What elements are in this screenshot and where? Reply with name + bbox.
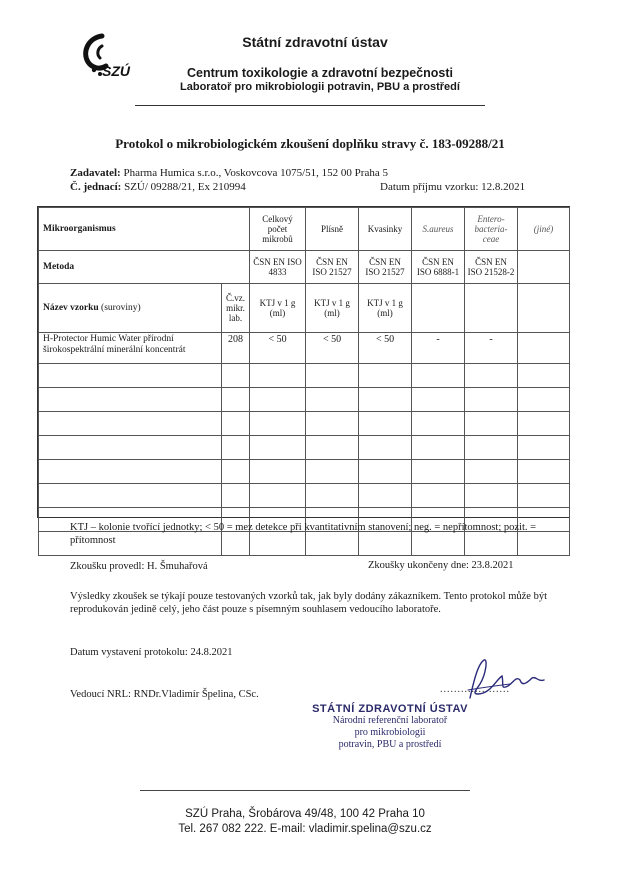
table-row-empty bbox=[39, 364, 570, 388]
unit-enterobacteriaceae bbox=[465, 284, 518, 333]
method-other bbox=[518, 251, 570, 284]
results-table bbox=[37, 206, 570, 518]
sample-name: H-Protector Humic Water přírodní širokospektrální minerální koncentrát bbox=[39, 333, 222, 364]
tested-by: Zkoušku provedl: H. Šmuhařová bbox=[70, 561, 208, 572]
lab-name: Laboratoř pro mikrobiologii potravin, PBU a prostředí bbox=[180, 81, 460, 93]
header-divider bbox=[135, 105, 485, 106]
sample-label-suffix: (suroviny) bbox=[101, 303, 141, 313]
logo-text: SZÚ bbox=[102, 63, 130, 79]
official-stamp bbox=[300, 703, 480, 751]
client-value: Pharma Humica s.r.o., Voskovcova 1075/51, 152 00 Praha 5 bbox=[123, 167, 388, 179]
unit-other bbox=[518, 284, 570, 333]
institute-name: Státní zdravotní ústav bbox=[242, 34, 388, 50]
head-of-lab: Vedoucí NRL: RNDr.Vladimír Špelina, CSc. bbox=[70, 689, 259, 700]
client-row bbox=[70, 167, 388, 179]
signature-line: .................... bbox=[440, 684, 510, 695]
method-s-aureus: ČSN EN ISO 6888-1 bbox=[412, 251, 465, 284]
reference-row bbox=[70, 181, 246, 193]
col-s-aureus: S.aureus bbox=[412, 208, 465, 251]
method-yeasts: ČSN EN ISO 21527 bbox=[359, 251, 412, 284]
tests-finished-date: Zkoušky ukončeny dne: 23.8.2021 bbox=[368, 560, 514, 571]
table-row-empty bbox=[39, 412, 570, 436]
reference-value: SZÚ/ 09288/21, Ex 210994 bbox=[124, 181, 246, 193]
method-enterobacteriaceae: ČSN EN ISO 21528-2 bbox=[465, 251, 518, 284]
disclaimer-note: Výsledky zkoušek se týkají pouze testovaných vzorků tak, jak byly dodány zákazníkem. Tento protokol může být reprodukován jedině celý, jeho část pouze s písemným souhlasem vedoucího laboratoře. bbox=[70, 591, 547, 615]
method-label: Metoda bbox=[39, 251, 250, 284]
col-enterobacteriaceae: Entero-bacteria-ceae bbox=[465, 208, 518, 251]
table-row bbox=[39, 333, 570, 364]
reference-label: Č. jednací: bbox=[70, 181, 122, 193]
legend-note: KTJ – kolonie tvořící jednotky; < 50 = mez detekce při kvantitativním stanovení; neg. = nepřítomnost; pozit. = přítomnost bbox=[70, 522, 537, 546]
lab-number-header: Č.vz. mikr. lab. bbox=[222, 284, 250, 333]
received-date: Datum příjmu vzorku: 12.8.2021 bbox=[380, 181, 526, 193]
col-moulds: Plísně bbox=[306, 208, 359, 251]
footer-divider bbox=[140, 790, 470, 791]
issue-date: Datum vystavení protokolu: 24.8.2021 bbox=[70, 647, 233, 658]
col-yeasts: Kvasinky bbox=[359, 208, 412, 251]
stamp-title: STÁTNÍ ZDRAVOTNÍ ÚSTAV bbox=[312, 703, 468, 715]
unit-total-count: KTJ v 1 g (ml) bbox=[250, 284, 306, 333]
szu-logo bbox=[72, 30, 142, 85]
header-row-sample bbox=[39, 284, 570, 333]
header-row-method bbox=[39, 251, 570, 284]
sample-label-text: Název vzorku bbox=[43, 303, 99, 313]
sample-label bbox=[39, 284, 222, 333]
footer-address: SZÚ Praha, Šrobárova 49/48, 100 42 Praha 10 bbox=[185, 808, 425, 820]
result-s-aureus: - bbox=[412, 333, 465, 364]
table-row-empty bbox=[39, 484, 570, 508]
unit-s-aureus bbox=[412, 284, 465, 333]
sample-lab-number: 208 bbox=[222, 333, 250, 364]
header-row-microorganism bbox=[39, 208, 570, 251]
table-row-empty bbox=[39, 436, 570, 460]
unit-moulds: KTJ v 1 g (ml) bbox=[306, 284, 359, 333]
method-moulds: ČSN EN ISO 21527 bbox=[306, 251, 359, 284]
result-yeasts: < 50 bbox=[359, 333, 412, 364]
microorganism-label: Mikroorganismus bbox=[39, 208, 250, 251]
col-total-count: Celkový počet mikrobů bbox=[250, 208, 306, 251]
handwritten-signature bbox=[450, 650, 560, 710]
table-row-empty bbox=[39, 460, 570, 484]
unit-yeasts: KTJ v 1 g (ml) bbox=[359, 284, 412, 333]
footer-contact: Tel. 267 082 222. E-mail: vladimir.spelina@szu.cz bbox=[178, 823, 432, 835]
stamp-line: pro mikrobiologii bbox=[354, 727, 426, 738]
result-total-count: < 50 bbox=[250, 333, 306, 364]
stamp-line: potravin, PBU a prostředí bbox=[338, 739, 442, 750]
client-label: Zadavatel: bbox=[70, 167, 121, 179]
document-title: Protokol o mikrobiologickém zkoušení doplňku stravy č. 183-09288/21 bbox=[115, 136, 505, 151]
stamp-line: Národní referenční laboratoř bbox=[332, 715, 448, 726]
method-total-count: ČSN EN ISO 4833 bbox=[250, 251, 306, 284]
table-row-empty bbox=[39, 388, 570, 412]
result-enterobacteriaceae: - bbox=[465, 333, 518, 364]
col-other: (jiné) bbox=[518, 208, 570, 251]
centre-name: Centrum toxikologie a zdravotní bezpečnosti bbox=[186, 66, 453, 80]
result-moulds: < 50 bbox=[306, 333, 359, 364]
result-other bbox=[518, 333, 570, 364]
